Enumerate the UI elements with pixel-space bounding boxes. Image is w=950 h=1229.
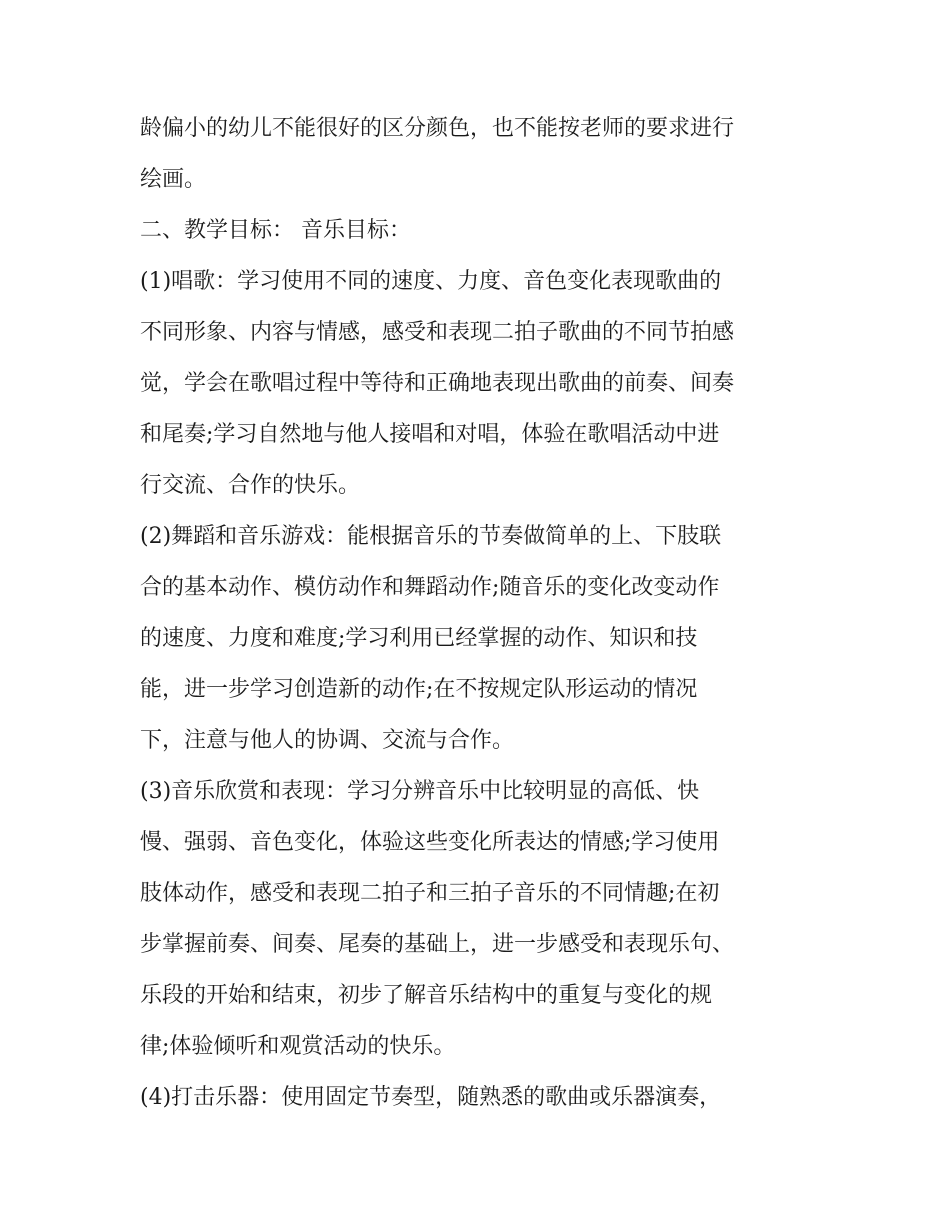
text-line: (2)舞蹈和音乐游戏：能根据音乐的节奏做简单的上、下肢联	[140, 524, 722, 549]
text-line: 龄偏小的幼儿不能很好的区分颜色，也不能按老师的要求进行	[140, 116, 735, 141]
section-heading: 二、教学目标： 音乐目标：	[140, 218, 411, 243]
text-line: 下，注意与他人的协调、交流与合作。	[140, 728, 515, 753]
text-line: 步掌握前奏、间奏、尾奏的基础上，进一步感受和表现乐句、	[140, 932, 735, 957]
text-line: 能，进一步学习创造新的动作;在不按规定队形运动的情况	[140, 677, 698, 702]
text-line: (4)打击乐器：使用固定节奏型，随熟悉的歌曲或乐器演奏，	[140, 1085, 722, 1110]
text-line: 不同形象、内容与情感，感受和表现二拍子歌曲的不同节拍感	[140, 320, 735, 345]
text-line: 合的基本动作、模仿动作和舞蹈动作;随音乐的变化改变动作	[140, 575, 720, 600]
text-line: 的速度、力度和难度;学习利用已经掌握的动作、知识和技	[140, 626, 698, 651]
text-line: 肢体动作，感受和表现二拍子和三拍子音乐的不同情趣;在初	[140, 881, 720, 906]
text-line: 乐段的开始和结束，初步了解音乐结构中的重复与变化的规	[140, 983, 713, 1008]
document-body	[140, 108, 820, 1128]
text-line: 慢、强弱、音色变化，体验这些变化所表达的情感;学习使用	[140, 830, 720, 855]
text-line: 行交流、合作的快乐。	[140, 473, 361, 498]
text-line: 觉，学会在歌唱过程中等待和正确地表现出歌曲的前奏、间奏	[140, 371, 735, 396]
text-line: (3)音乐欣赏和表现：学习分辨音乐中比较明显的高低、快	[140, 779, 700, 804]
text-line: 绘画。	[140, 167, 207, 192]
text-line: (1)唱歌：学习使用不同的速度、力度、音色变化表现歌曲的	[140, 269, 722, 294]
text-line: 律;体验倾听和观赏活动的快乐。	[140, 1034, 456, 1059]
text-line: 和尾奏;学习自然地与他人接唱和对唱，体验在歌唱活动中进	[140, 422, 720, 447]
